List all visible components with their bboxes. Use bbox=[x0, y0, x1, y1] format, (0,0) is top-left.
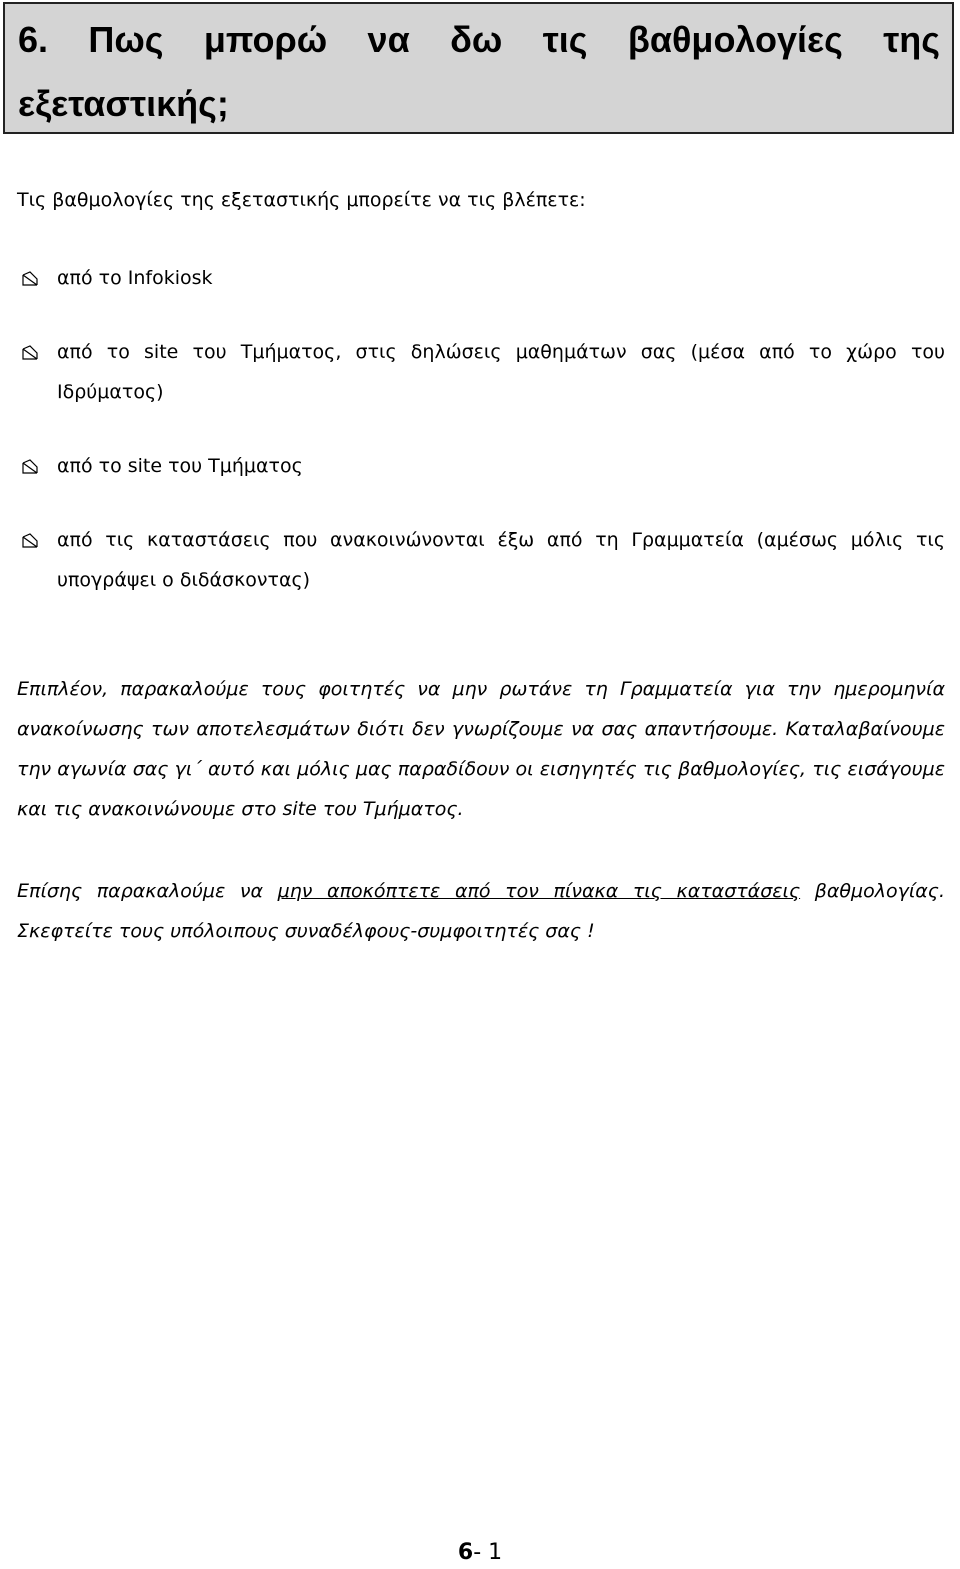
bullet-text: από το site του Τμήματος, στις δηλώσεις μαθημάτων σας (μέσα από το χώρο του Ιδρύματος) bbox=[57, 341, 945, 403]
list-item bbox=[17, 332, 945, 412]
open-box-bullet-icon bbox=[21, 343, 39, 361]
request-text-underlined: μην αποκόπτετε από τον πίνακα τις καταστάσεις bbox=[277, 880, 801, 902]
open-box-bullet-icon bbox=[21, 457, 39, 475]
intro-text: Τις βαθμολογίες της εξεταστικής μπορείτε να τις βλέπετε: bbox=[17, 189, 586, 211]
request-text-end: βαθμολογίας. Σκεφτείτε τους υπόλοιπους συναδέλφους-συμφοιτητές σας ! bbox=[17, 880, 945, 942]
page-separator: - bbox=[473, 1540, 489, 1565]
bullet-text: από το site του Τμήματος bbox=[57, 455, 303, 477]
list-item bbox=[17, 520, 945, 600]
bullet-list bbox=[17, 258, 945, 634]
open-box-bullet-icon bbox=[21, 531, 39, 549]
request-paragraph bbox=[17, 871, 945, 951]
notice-paragraph: Επιπλέον, παρακαλούμε τους φοιτητές να μην ρωτάνε τη Γραμματεία για την ημερομηνία ανακοίνωσης των αποτελεσμάτων διότι δεν γνωρίζουμε να σας απαντήσουμε. Καταλαβαίνουμε την αγωνία σας γι΄ αυτό και μόλις μας παραδίδουν οι εισηγητές τις βαθμολογίες, τις εισάγουμε και τις ανακοινώνουμε στο site του Τμήματος. bbox=[17, 678, 945, 820]
request-text-start: Επίσης παρακαλούμε να bbox=[17, 880, 278, 902]
bullet-text: από τις καταστάσεις που ανακοινώνονται έξω από τη Γραμματεία (αμέσως μόλις τις υπογράψει ο διδάσκοντας) bbox=[57, 529, 945, 591]
bullet-text: από το Infokiosk bbox=[57, 267, 213, 289]
page-index: 1 bbox=[488, 1540, 503, 1565]
open-box-bullet-icon bbox=[21, 269, 39, 287]
list-item bbox=[17, 258, 945, 298]
chapter-number: 6 bbox=[457, 1540, 474, 1565]
section-heading-box bbox=[3, 2, 954, 134]
list-item bbox=[17, 446, 945, 486]
page-number bbox=[0, 1538, 960, 1568]
section-title: 6. Πως μπορώ να δω τις βαθμολογίες της εξεταστικής; bbox=[18, 19, 940, 124]
